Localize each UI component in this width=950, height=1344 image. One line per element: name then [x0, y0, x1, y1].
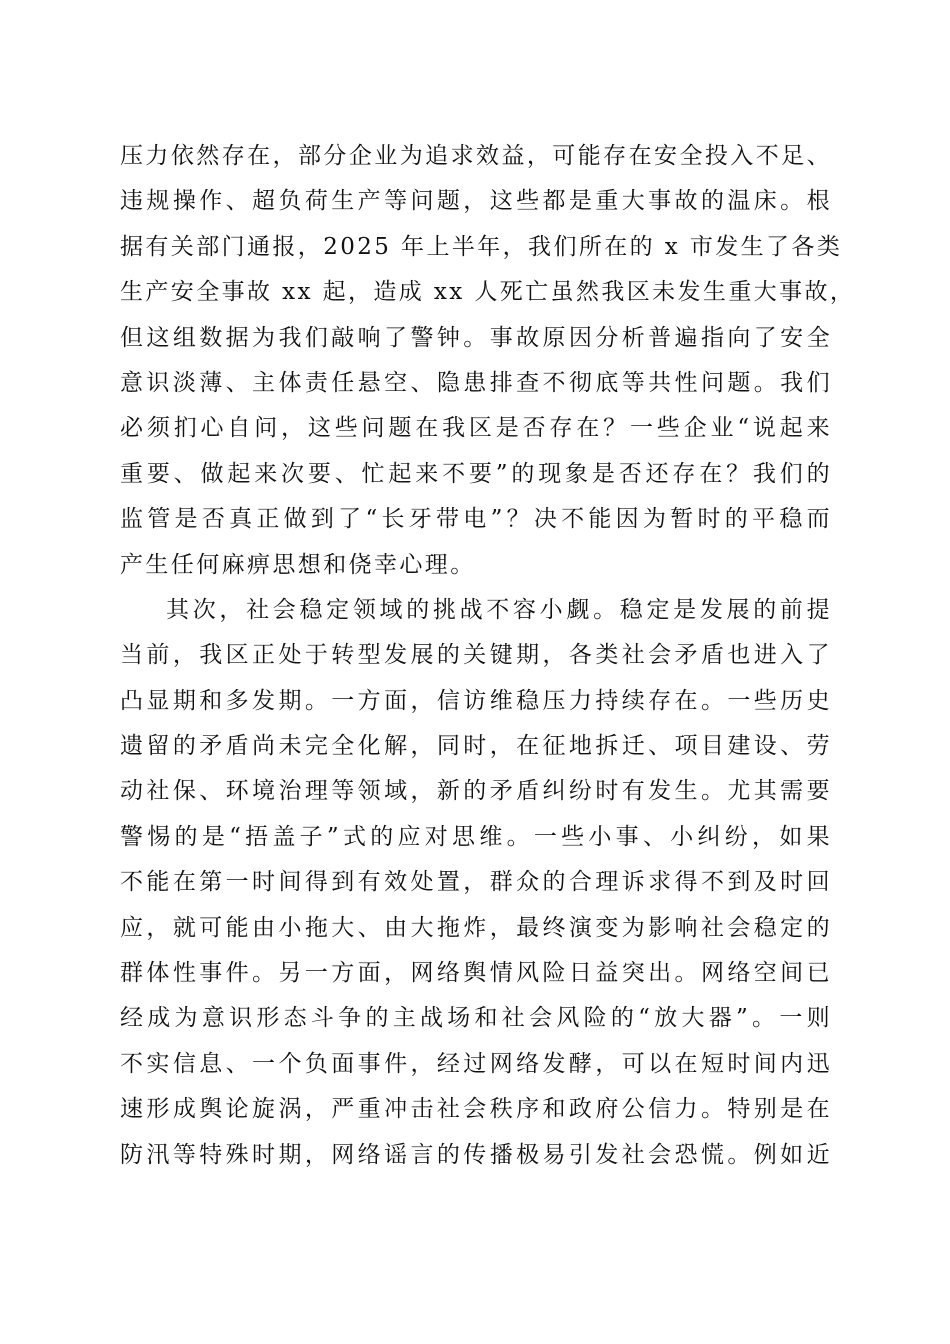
paragraph-2-line-11: 不实信息、一个负面事件，经过网络发酵，可以在短时间内迅 [120, 1050, 832, 1077]
paragraph-1-line-1: 压力依然存在，部分企业为追求效益，可能存在安全投入不足、 [120, 143, 832, 169]
paragraph-2-line-2: 当前，我区正处于转型发展的关键期，各类社会矛盾也进入了 [120, 642, 832, 669]
paragraph-2-line-10: 经成为意识形态斗争的主战场和社会风险的“放大器”。一则 [120, 1005, 832, 1032]
paragraph-1-line-5: 但这组数据为我们敲响了警钟。事故原因分析普遍指向了安全 [120, 324, 832, 351]
paragraph-1-line-2: 违规操作、超负荷生产等问题，这些都是重大事故的温床。根 [120, 188, 832, 215]
paragraph-2-line-12: 速形成舆论旋涡，严重冲击社会秩序和政府公信力。特别是在 [120, 1096, 832, 1123]
paragraph-1-line-7: 必须扪心自问，这些问题在我区是否存在？一些企业“说起来 [120, 415, 832, 442]
paragraph-2-line-13: 防汛等特殊时期，网络谣言的传播极易引发社会恐慌。例如近 [120, 1141, 832, 1168]
paragraph-1-line-4: 生产安全事故 xx 起，造成 xx 人死亡虽然我区未发生重大事故， [120, 279, 856, 306]
paragraph-1-line-9: 监管是否真正做到了“长牙带电”？决不能因为暂时的平稳而 [120, 506, 832, 533]
paragraph-2-line-5: 动社保、环境治理等领域，新的矛盾纠纷时有发生。尤其需要 [120, 778, 832, 805]
paragraph-1-line-6: 意识淡薄、主体责任悬空、隐患排查不彻底等共性问题。我们 [120, 369, 832, 396]
paragraph-2-line-7: 不能在第一时间得到有效处置，群众的合理诉求得不到及时回 [120, 869, 832, 896]
paragraph-2-line-9: 群体性事件。另一方面，网络舆情风险日益突出。网络空间已 [120, 960, 832, 987]
paragraph-2-line-1: 其次，社会稳定领域的挑战不容小觑。稳定是发展的前提 [166, 596, 832, 623]
paragraph-1-line-8: 重要、做起来次要、忙起来不要”的现象是否还存在？我们的 [120, 460, 832, 487]
paragraph-1-line-3: 据有关部门通报，2025 年上半年，我们所在的 x 市发生了各类 [120, 233, 843, 260]
paragraph-2-line-3: 凸显期和多发期。一方面，信访维稳压力持续存在。一些历史 [120, 687, 832, 714]
paragraph-1-line-10: 产生任何麻痹思想和侥幸心理。 [120, 551, 476, 578]
paragraph-2-line-4: 遗留的矛盾尚未完全化解，同时，在征地拆迁、项目建设、劳 [120, 733, 832, 760]
paragraph-2-line-8: 应，就可能由小拖大、由大拖炸，最终演变为影响社会稳定的 [120, 914, 832, 941]
paragraph-2-line-6: 警惕的是“捂盖子”式的应对思维。一些小事、小纠纷，如果 [120, 823, 832, 850]
document-body [120, 134, 856, 1178]
